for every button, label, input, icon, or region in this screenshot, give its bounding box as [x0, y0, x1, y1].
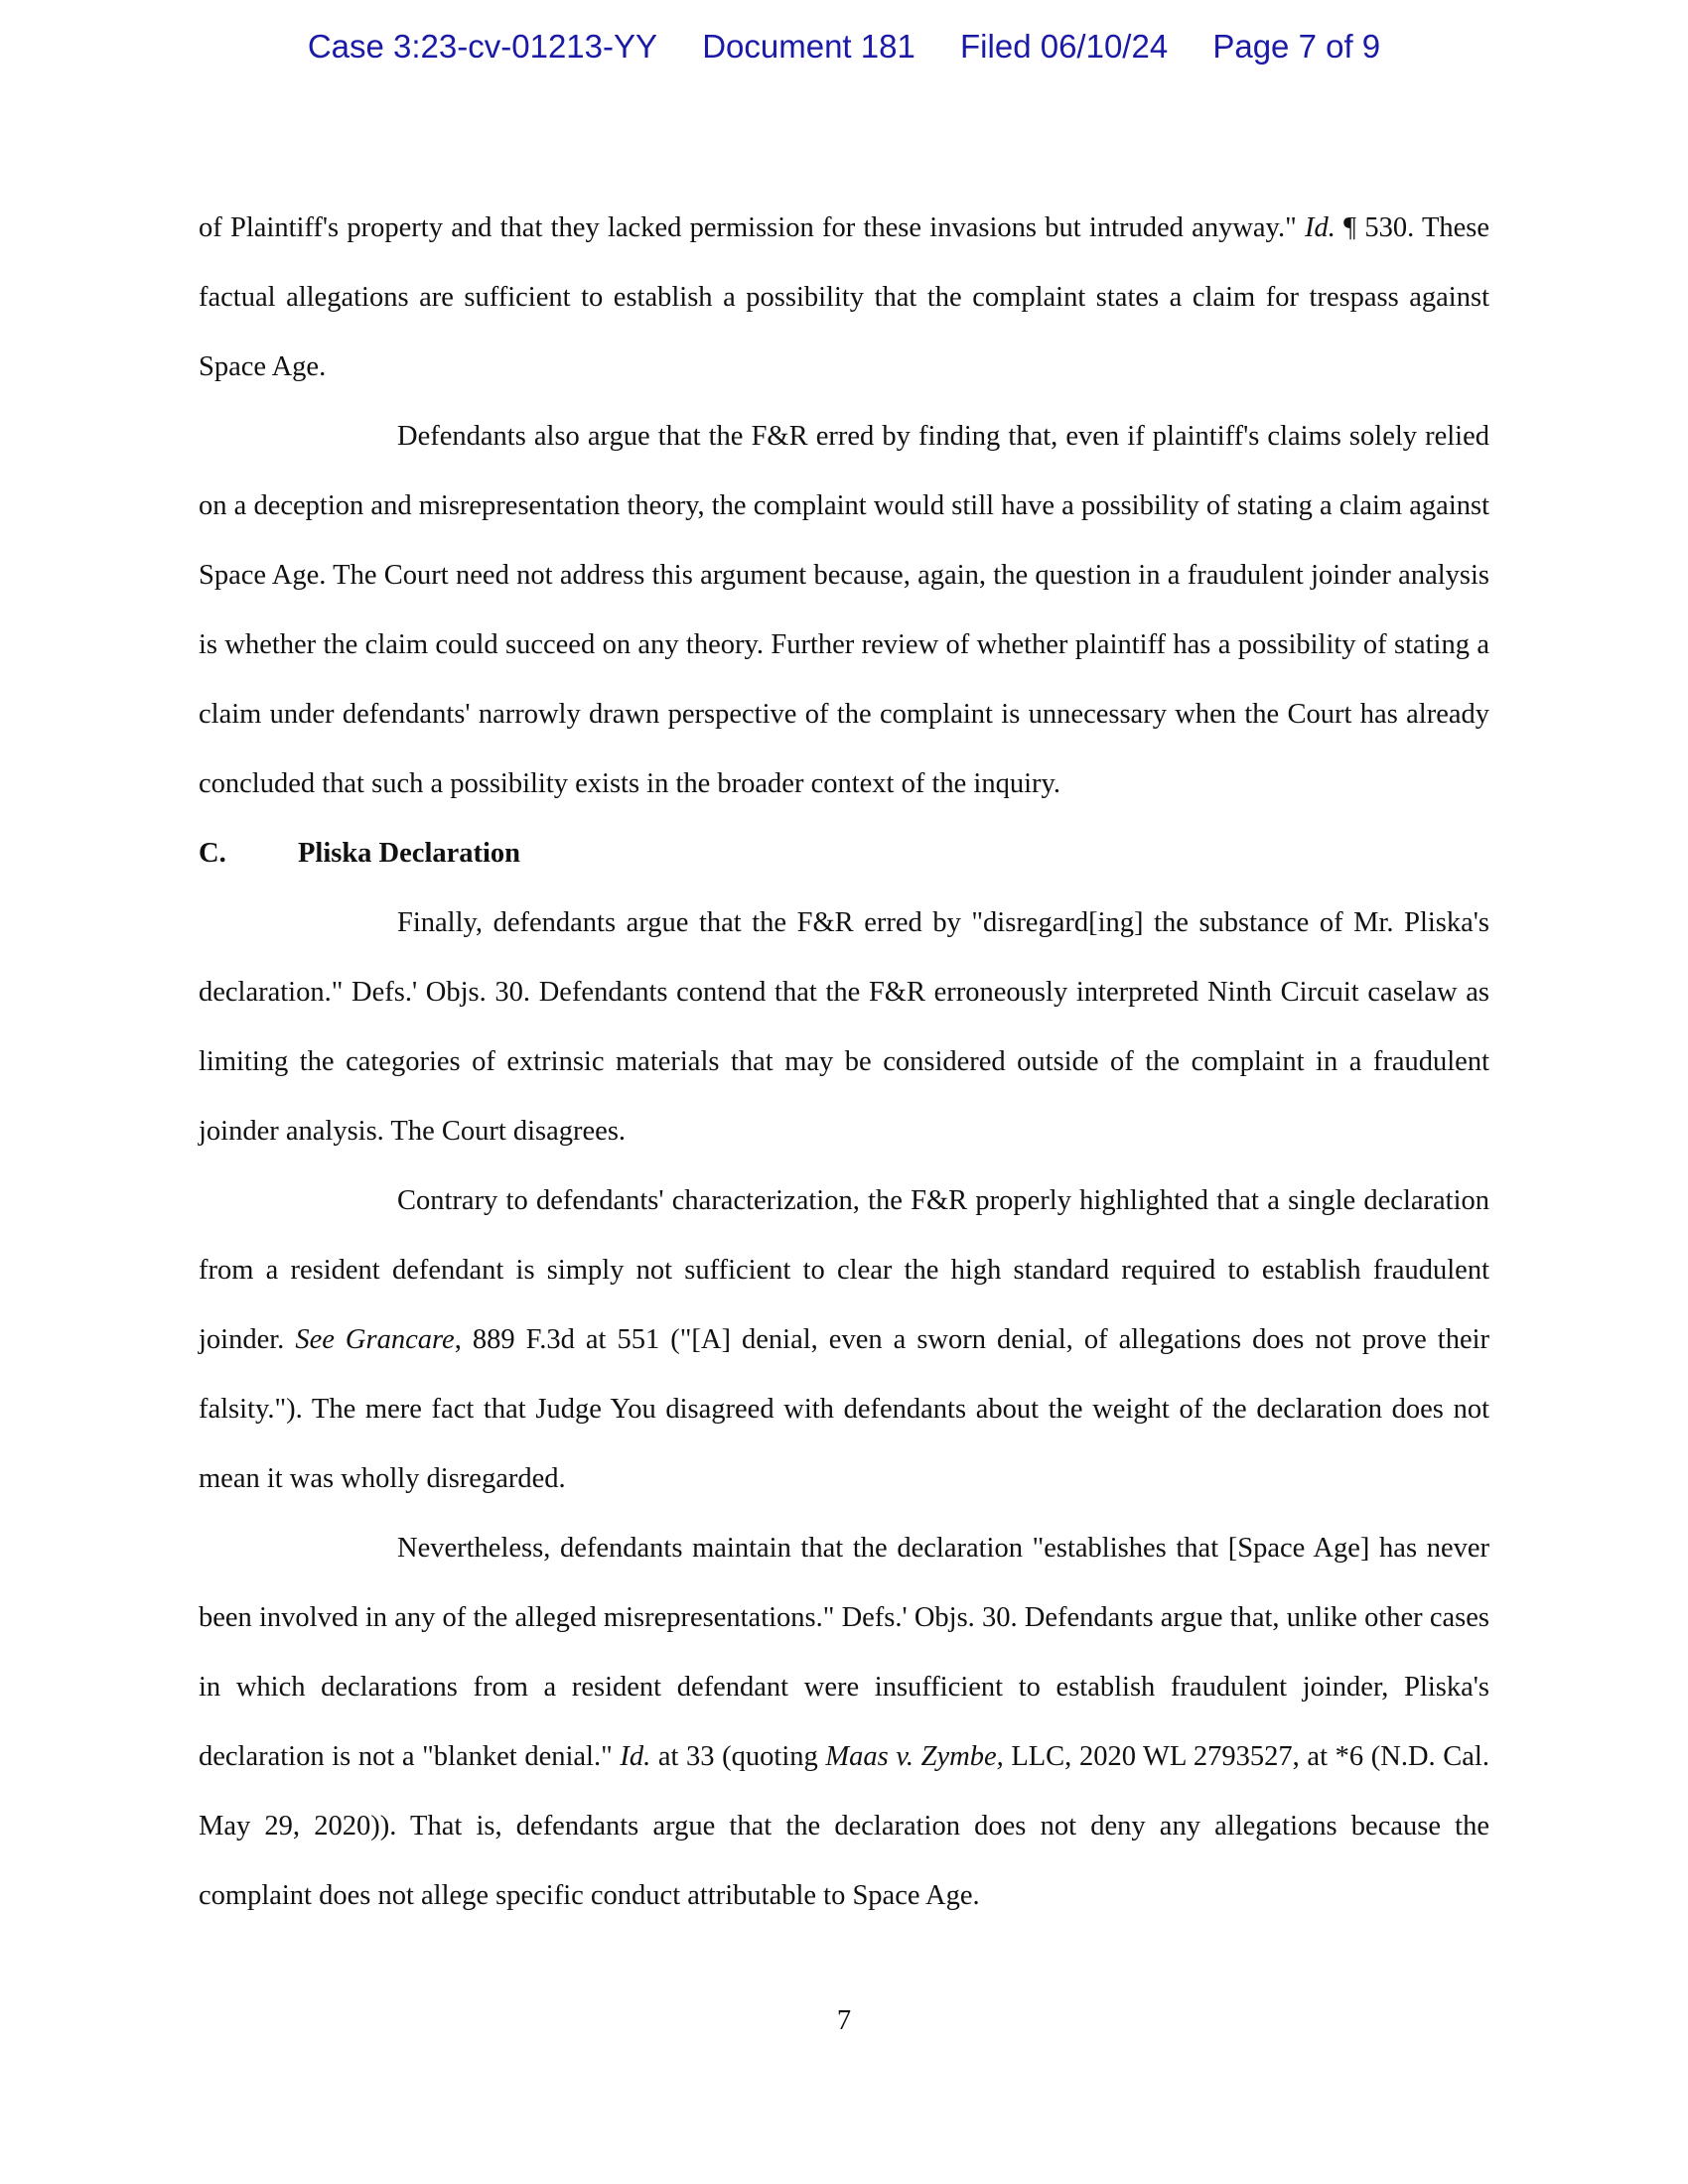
document-body	[199, 194, 1489, 1931]
paragraph-5	[199, 1514, 1489, 1931]
paragraph-1-text-b: ¶ 530. These factual allegations are sufficient to establish a possibility that the complaint states a claim for trespass against Space Age.	[199, 212, 1489, 382]
paragraph-5-citation-case: Maas v. Zymbe,	[825, 1741, 1004, 1772]
paragraph-5-text-c: LLC, 2020 WL 2793527, at *6 (N.D. Cal. May 29, 2020)). That is, defendants argue that the declaration does not deny any allegations because the complaint does not allege specific conduct attributable to Space Age.	[199, 1741, 1489, 1911]
section-heading	[199, 819, 1489, 888]
paragraph-2: Defendants also argue that the F&R erred by finding that, even if plaintiff's claims solely relied on a deception and misrepresentation theory, the complaint would still have a possibility of stating a claim against Space Age. The Court need not address this argument because, again, the question in a fraudulent joinder analysis is whether the claim could succeed on any theory. Further review of whether plaintiff has a possibility of stating a claim under defendants' narrowly drawn perspective of the complaint is unnecessary when the Court has already concluded that such a possibility exists in the broader context of the inquiry.	[199, 421, 1489, 799]
paragraph-1-text-a: of Plaintiff's property and that they lacked permission for these invasions but intruded anyway."	[199, 212, 1305, 243]
filed-date: Filed 06/10/24	[960, 28, 1169, 65]
paragraph-1-citation: Id.	[1304, 212, 1336, 243]
section-letter: C.	[199, 838, 226, 869]
section-title: Pliska Declaration	[298, 838, 521, 869]
page-indicator: Page 7 of 9	[1212, 28, 1381, 65]
paragraph-4	[199, 1166, 1489, 1514]
paragraph-4-text-a: Contrary to defendants' characterization, the F&R properly highlighted that a single declaration from a resident defendant is simply not sufficient to clear the high standard required to establish fraudulent joinder.	[199, 1185, 1489, 1355]
paragraph-5-text-b: at 33 (quoting	[650, 1741, 826, 1772]
case-number: Case 3:23-cv-01213-YY	[307, 28, 658, 65]
paragraph-4-text-b: , 889 F.3d at 551 ("[A] denial, even a sworn denial, of allegations does not prove their falsity."). The mere fact that Judge You disagreed with defendants about the weight of the declaration does not mean it was wholly disregarded.	[199, 1324, 1490, 1494]
paragraph-4-citation: See Grancare	[295, 1324, 455, 1355]
page-number: 7	[836, 2005, 852, 2036]
ecf-header	[0, 28, 1688, 66]
document-number: Document 181	[702, 28, 915, 65]
paragraph-5-citation-id: Id.	[620, 1741, 651, 1772]
paragraph-1	[199, 194, 1489, 402]
paragraph-5-text-a: Nevertheless, defendants maintain that the declaration "establishes that [Space Age] has never been involved in any of the alleged misrepresentations." Defs.' Objs. 30. Defendants argue that, unlike other cases in which declarations from a resident defendant were insufficient to establish fraudulent joinder, Pliska's declaration is not a "blanket denial."	[199, 1533, 1489, 1772]
paragraph-3: Finally, defendants argue that the F&R erred by "disregard[ing] the substance of Mr. Pliska's declaration." Defs.' Objs. 30. Defendants contend that the F&R erroneously interpreted Ninth Circuit caselaw as limiting the categories of extrinsic materials that may be considered outside of the complaint in a fraudulent joinder analysis. The Court disagrees.	[199, 907, 1489, 1147]
